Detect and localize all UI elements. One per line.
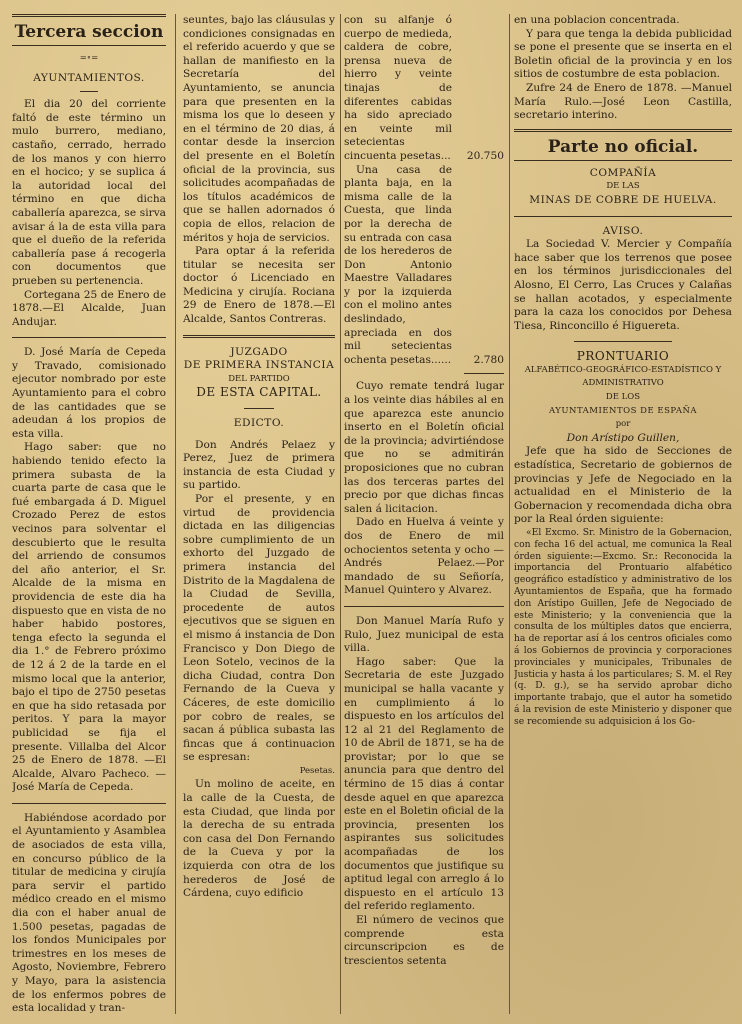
section-title: Parte no oficial. [547, 136, 699, 157]
column-divider [509, 14, 510, 1014]
book-subtitle: AYUNTAMIENTOS DE ESPAÑA [548, 405, 698, 416]
company-heading: COMPAÑÍA [589, 166, 657, 179]
property-description: con su alfanje ó cuerpo de medieda, caldera de cobre, prensa nueva de hierro y veinte tinajas de diferentes cabidas ha sido apreciado en veinte mil setecientas cincuenta pesetas... [344, 14, 452, 162]
divider [514, 216, 732, 217]
notice-paragraph: Don Manuel María Rufo y Rulo, Juez municipal de esta villa. [344, 614, 504, 655]
notice-paragraph: El número de vecinos que comprende esta circunscripcion es de trescientos setenta [344, 914, 504, 967]
notice-paragraph: Por el presente, y en virtud de providencia dictada en las diligencias sobre cumplimiento de un exhorto del Juzgado de primera instancia del Distrito de la Magdalena de la Ciudad de Sevilla, procedente de autos ejecutivos que se siguen en el mismo á instancia de Don Francisco y Don Diego de Leon Sotelo, vecinos de la dicha Ciudad, contra Don Fernando de la Cueva y Cáceres, de este domicilio por cobro de reales, se sacan á pública subasta las fincas que á continuacion se espresan: [183, 493, 335, 764]
notice-signature: Para optar á la referida titular se necesita ser doctor ó Licenciado en Medicina y cirujía. Rociana 29 de Enero de 1878.—El Alcalde, Santos Contreras. [183, 245, 335, 326]
notice-signature: Cortegana 25 de Enero de 1878.—El Alcalde, Juan Andujar. [12, 288, 166, 328]
divider [12, 337, 166, 338]
book-subtitle: ALFABÉTICO-GEOGRÁFICO-ESTADÍSTICO Y ADMINISTRATIVO [524, 364, 722, 389]
royal-order-quote: «El Excmo. Sr. Ministro de la Gobernacion, con fecha 16 del actual, me comunica la Real órden siguiente:—Excmo. Sr.: Reconocida la importancia del Prontuario alfabético geográfico estadístico y administrativo de los Ayuntamientos de España, que ha formado don Arístipo Guillen, Jefe de Negociado de este Ministerio; y la conveniencia que la consulta de los múltiples datos que encierra, ha de reportar así á los centros oficiales como á los Gobiernos de provincia y corporaciones provinciales y municipales, Tribunales de Justicia y hasta á los particulares; S. M. el Rey (q. D. g.), se ha servido aprobar dicho importante trabajo, que el autor ha sometido á la revision de este Ministerio y disponer que se recomiende su adquisicion á los Go- [514, 527, 732, 727]
property-price: 20.750 [466, 149, 504, 162]
notice-paragraph: Hago saber: que no habiendo tenido efecto la primera subasta de la cuarta parte de casa que le fué embargada á D. Miguel Crozado Perez de estos vecinos para solventar el descubierto que le resulta del arriendo de consumos del año anterior, el Sr. Alcalde de la misma en providencia de este dia ha dispuesto que en vista de no haber habido postores, tenga efecto la segunda el dia 1.° de Febrero próximo de 12 á 2 de la tarde en el mismo local que la anterior, bajo el tipo de 2750 pesetas en que ha sido retasada por peritos. Y para la mayor publicidad se fija el presente. Villalba del Alcor 25 de Enero de 1878. —El Alcalde, Alvaro Pacheco. —José María de Cepeda. [12, 441, 166, 794]
pesetas-label: Pesetas. [299, 765, 335, 776]
column-divider [175, 14, 176, 1014]
property-price: 2.780 [473, 353, 504, 366]
court-heading: DE PRIMERA INSTANCIA [183, 359, 335, 372]
divider [244, 408, 274, 409]
notice-paragraph: El dia 20 del corriente faltó de este término un mulo burrero, mediano, castaño, cerrado, herrado de los manos y con hierro en el hocico; y se suplica á la autoridad local del término en que dicha caballería aparezca, se sirva avisar á la de esta villa para que el dueño de la referida caballería pase á recogerla con documentos que prueben su pertenencia. [12, 98, 166, 287]
divider [344, 606, 504, 607]
company-heading: MINAS DE COBRE DE HUELVA. [529, 193, 717, 206]
book-subtitle: DE LOS [605, 392, 641, 403]
property-listing [344, 164, 504, 368]
notice-paragraph: Habiéndose acordado por el Ayuntamiento y Asamblea de asociados de esta villa, en concurso público de la titular de medicina y cirujía para servir el partido médico creado en el mismo dia con el haber anual de 1.500 pesetas, pagadas de los fondos Municipales por trimestres en los meses de Agosto, Noviembre, Febrero y Mayo, para la asistencia de los enfermos pobres de esta localidad y tran- [12, 811, 166, 1015]
property-listing [344, 14, 504, 164]
divider [464, 373, 504, 374]
section-title: Tercera seccion [14, 22, 164, 42]
notice-signature: Zufre 24 de Enero de 1878. —Manuel María Rulo.—José Leon Castilla, secretario interino. [514, 81, 732, 122]
divider [80, 91, 98, 92]
section-header [12, 14, 166, 46]
notice-paragraph: Don Andrés Pelaez y Perez, Juez de primera instancia de esta Ciudad y su partido. [183, 438, 335, 492]
divider [183, 335, 335, 338]
column-4 [514, 14, 732, 1018]
ornament: =∘= [79, 53, 99, 63]
notice-paragraph: Cuyo remate tendrá lugar a los veinte dias hábiles al en que aparezca este anuncio inserto en el Boletín oficial de la provincia; advirtiéndose que no se admitirán proposiciones que no cubran las dos terceras partes del precio por que dichas fincas salen á licitacion. [344, 380, 504, 515]
book-author: Don Arístipo Guillen, [566, 431, 680, 444]
court-heading: DEL PARTIDO [228, 373, 290, 384]
book-subtitle: por [615, 419, 631, 430]
notice-signature: Dado en Huelva á veinte y dos de Enero de mil ochocientos setenta y ocho —Andrés Pelaez.—Por mandado de su Señoría, Manuel Quintero y Alvarez. [344, 516, 504, 597]
notice-paragraph: La Sociedad V. Mercier y Compañía hace saber que los terrenos que posee en los términos jurisdiccionales del Alosno, El Cerro, Las Cruces y Calañas se hallan acotados, y especialmente para la caza los conocidos por Dehesa Tiesa, Rinconcillo é Higuereta. [514, 238, 732, 332]
edict-title: EDICTO. [233, 417, 285, 430]
property-description: Una casa de planta baja, en la misma calle de la Cuesta, que linda por la derecha de su entrada con casa de los herederos de Don Antonio Maestre Valladares y por la izquierda con el molino antes deslindado, apreciada en dos mil setecientas ochenta pesetas...... [344, 163, 452, 366]
column-3 [344, 14, 504, 1018]
notice-title: AVISO. [602, 224, 644, 237]
notice-paragraph: Y para que tenga la debida publicidad se pone el presente que se inserta en el Boletin oficial de la provincia y en los sitios de costumbre de esta poblacion. [514, 27, 732, 81]
notice-paragraph: en una poblacion concentrada. [514, 14, 680, 26]
column-2 [183, 14, 335, 1018]
notice-paragraph: Jefe que ha sido de Secciones de estadística, Secretario de gobiernos de provincias y Jefe de Negociado en la actualidad en el Ministerio de la Gobernacion y recomendada dicha obra por la Real órden siguiente: [514, 445, 732, 526]
divider [574, 341, 672, 342]
property-listing: Un molino de aceite, en la calle de la Cuesta, de esta Ciudad, que linda por la derecha de su entrada con casa del Don Fernando de la Cueva y por la izquierda con otra de los herederos de José de Cárdena, cuyo edificio [183, 778, 335, 900]
notice-paragraph: Hago saber: Que la Secretaria de este Juzgado municipal se halla vacante y en cumplimiento á lo dispuesto en los artículos del 12 al 21 del Reglamento de 10 de Abril de 1871, se ha de provistar; por lo que se anuncia para que dentro del término de 15 dias á contar desde aquel en que aparezca este en el Boletin oficial de la provincia, presenten los aspirantes sus solicitudes acompañadas de los documentos que justifique su aptitud legal con arreglo á lo dispuesto en el artículo 13 del referido reglamento. [344, 655, 504, 913]
column-divider [340, 14, 341, 1014]
court-heading: JUZGADO [230, 345, 288, 358]
notice-paragraph: seuntes, bajo las cláusulas y condiciones consignadas en el referido acuerdo y que se hallan de manifiesto en la Secretaría del Ayuntamiento, se anuncia para que presenten en la misma los que lo deseen y en el término de 20 dias, á contar desde la insercion del presente en el Boletín oficial de la provincia, sus solicitudes acompañadas de los títulos académicos de que se hallen adornados ó copia de ellos, relacion de méritos y hoja de servicios. [183, 14, 335, 244]
company-heading: DE LAS [606, 181, 640, 192]
court-heading: DE ESTA CAPITAL. [196, 385, 322, 400]
book-title: PRONTUARIO [576, 349, 670, 364]
column-1 [12, 14, 166, 1018]
notice-paragraph: D. José María de Cepeda y Travado, comisionado ejecutor nombrado por este Ayuntamiento para el cobro de las cantidades que se adeudan á los propios de esta villa. [12, 346, 166, 440]
subsection-header: AYUNTAMIENTOS. [33, 71, 145, 84]
section-header [514, 129, 732, 161]
divider [12, 803, 166, 804]
